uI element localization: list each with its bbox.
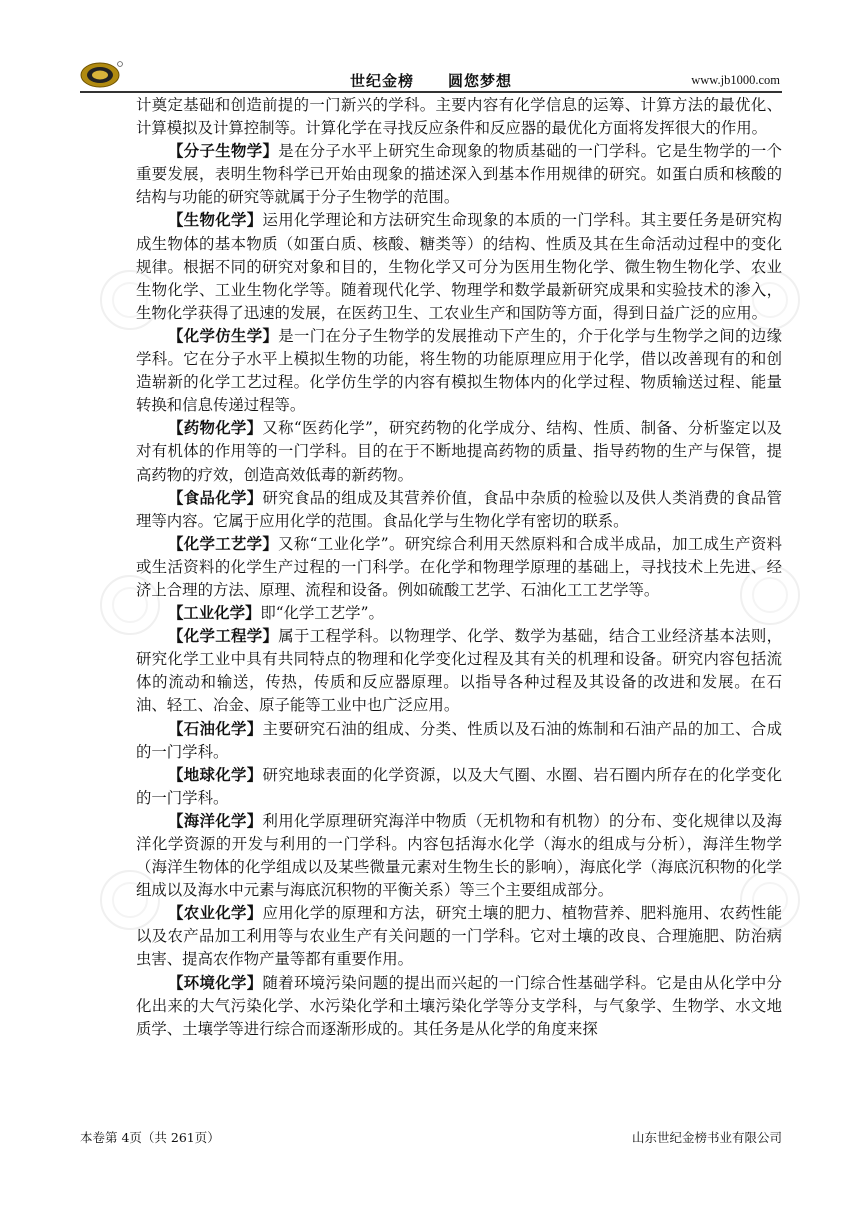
term-paragraph	[136, 810, 782, 902]
term-paragraph	[136, 972, 782, 1041]
term-definition: 是一门在分子生物学的发展推动下产生的，介于化学与生物学之间的边缘学科。它在分子水平上模拟生物的功能，将生物的功能原理应用于化学，借以改善现有的和创造崭新的化学工艺过程。化学仿生学的内容有模拟生物体内的化学过程、物质输送过程、能量转换和信息传递过程等。	[136, 326, 782, 415]
header-title	[80, 70, 782, 91]
term-paragraph	[136, 487, 782, 533]
term-heading: 【化学工艺学】	[168, 534, 279, 553]
page-header	[80, 60, 782, 96]
entry-list	[136, 140, 782, 1041]
term-definition: 又称“医药化学”，研究药物的化学成分、结构、性质、制备、分析鉴定以及对有机体的作用等的一门学科。目的在于不断地提高药物的质量、指导药物的生产与保管，提高药物的疗效，创造高效低毒的新药物。	[136, 419, 782, 484]
brand-name: 世纪金榜	[349, 72, 414, 90]
header-url: www.jb1000.com	[691, 73, 780, 87]
company-name: 山东世纪金榜书业有限公司	[631, 1130, 782, 1145]
term-heading: 【生物化学】	[168, 211, 263, 230]
term-definition: 即“化学工艺学”。	[260, 604, 384, 623]
term-definition: 研究地球表面的化学资源，以及大气圈、水圈、岩石圈内所存在的化学变化的一门学科。	[136, 765, 782, 807]
term-definition: 利用化学原理研究海洋中物质（无机物和有机物）的分布、变化规律以及海洋化学资源的开发与利用的一门学科。内容包括海水化学（海水的组成与分析），海洋生物学（海洋生物体的化学组成以及某些微量元素对生物生长的影响），海底化学（海底沉积物的化学组成以及海水中元素与海底沉积物的平衡关系）等三个主要组成部分。	[136, 811, 782, 900]
term-paragraph	[136, 602, 782, 625]
term-definition: 应用化学的原理和方法，研究土壤的肥力、植物营养、肥料施用、农药性能以及农产品加工利用等与农业生产有关问题的一门学科。它对土壤的改良、合理施肥、防治病虫害、提高农作物产量等都有重要作用。	[136, 904, 782, 969]
term-definition: 又称“工业化学”。研究综合利用天然原料和合成半成品，加工成生产资料或生活资料的化学生产过程的一门科学。在化学和物理学原理的基础上，寻找技术上先进、经济上合理的方法、原理、流程和设备。例如硫酸工艺学、石油化工工艺学等。	[136, 534, 782, 599]
term-heading: 【工业化学】	[168, 604, 261, 623]
paragraph-continuation: 计奠定基础和创造前提的一门新兴的学科。主要内容有化学信息的运筹、计算方法的最优化、计算模拟及计算控制等。计算化学在寻找反应条件和反应器的最优化方面将发挥很大的作用。	[136, 96, 782, 138]
page-number: 本卷第 4页（共 261页）	[80, 1130, 220, 1145]
term-heading: 【环境化学】	[168, 973, 263, 992]
term-paragraph	[136, 902, 782, 971]
term-heading: 【地球化学】	[168, 765, 263, 784]
document-body	[136, 94, 782, 1041]
term-heading: 【石油化学】	[168, 719, 263, 738]
term-paragraph	[136, 533, 782, 602]
term-paragraph	[136, 417, 782, 486]
term-definition: 是在分子水平上研究生命现象的物质基础的一门学科。它是生物学的一个重要发展，表明生物科学已开始由现象的描述深入到基本作用规律的研究。如蛋白质和核酸的结构与功能的研究等就属于分子生物学的范围。	[136, 142, 782, 207]
term-heading: 【分子生物学】	[168, 142, 279, 161]
term-heading: 【化学仿生学】	[168, 326, 279, 345]
term-definition: 属于工程学科。以物理学、化学、数学为基础，结合工业经济基本法则，研究化学工业中具有共同特点的物理和化学变化过程及其有关的机理和设备。研究内容包括流体的流动和输送，传热，传质和反应器原理。以指导各种过程及其设备的改进和发展。在石油、轻工、冶金、原子能等工业中也广泛应用。	[136, 627, 782, 715]
page-footer	[80, 1128, 782, 1148]
term-definition: 运用化学理论和方法研究生命现象的本质的一门学科。其主要任务是研究构成生物体的基本物质（如蛋白质、核酸、糖类等）的结构、性质及其在生命活动过程中的变化规律。根据不同的研究对象和目的，生物化学又可分为医用生物化学、微生物生物化学、农业生物化学、工业生物化学等。随着现代化学、物理学和数学最新研究成果和实验技术的渗入，生物化学获得了迅速的发展，在医药卫生、工农业生产和国防等方面，得到日益广泛的应用。	[136, 211, 782, 322]
term-paragraph	[136, 625, 782, 717]
term-paragraph	[136, 718, 782, 764]
term-paragraph	[136, 140, 782, 209]
term-heading: 【药物化学】	[168, 419, 263, 438]
term-heading: 【海洋化学】	[168, 811, 263, 830]
term-heading: 【化学工程学】	[168, 627, 279, 646]
term-heading: 【农业化学】	[168, 904, 263, 923]
term-definition: 研究食品的组成及其营养价值，食品中杂质的检验以及供人类消费的食品管理等内容。它属于应用化学的范围。食品化学与生物化学有密切的联系。	[136, 488, 782, 530]
term-paragraph	[136, 325, 782, 417]
term-paragraph	[136, 209, 782, 324]
header-divider	[80, 91, 782, 93]
term-definition: 随着环境污染问题的提出而兴起的一门综合性基础学科。它是由从化学中分化出来的大气污染化学、水污染化学和土壤污染化学等分支学科，与气象学、生物学、水文地质学、土壤学等进行综合而逐渐形成的。其任务是从化学的角度来探	[136, 973, 782, 1038]
term-paragraph	[136, 764, 782, 810]
term-definition: 主要研究石油的组成、分类、性质以及石油的炼制和石油产品的加工、合成的一门学科。	[136, 719, 782, 761]
brand-slogan: 圆您梦想	[448, 72, 513, 90]
term-heading: 【食品化学】	[168, 488, 263, 507]
